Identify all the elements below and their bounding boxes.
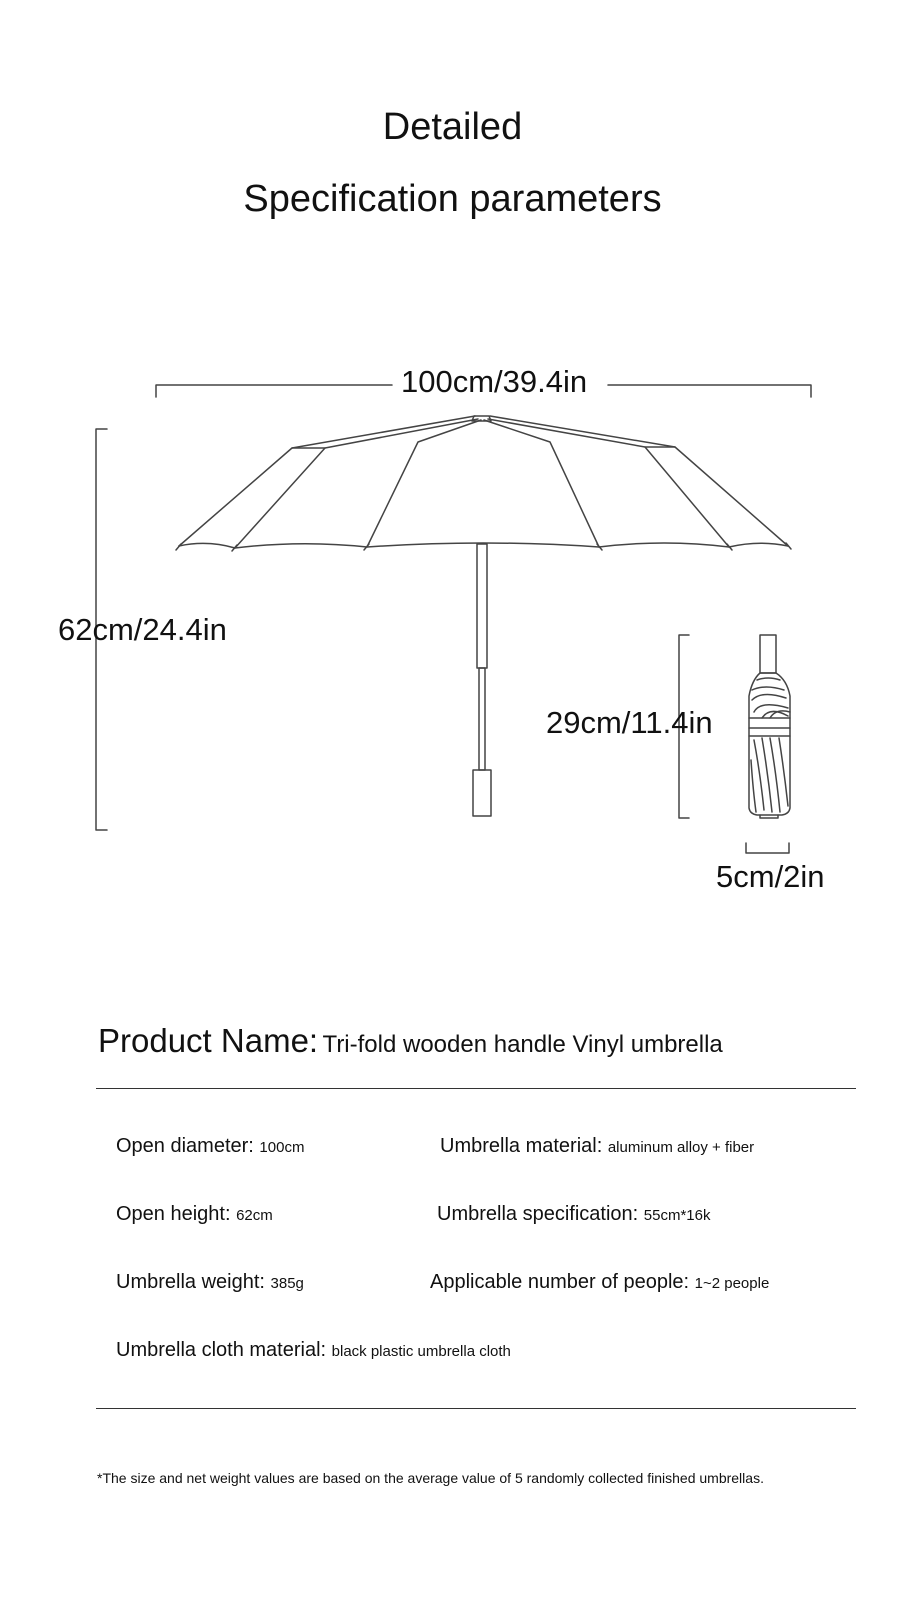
spec-open-diameter bbox=[116, 1135, 304, 1158]
open-height-label: 62cm/24.4in bbox=[58, 612, 227, 647]
spec-label: Umbrella cloth material: bbox=[116, 1339, 327, 1361]
footnote: *The size and net weight values are based on the average value of 5 randomly collected finished umbrellas. bbox=[97, 1470, 764, 1486]
spec-value: aluminum alloy + fiber bbox=[607, 1139, 755, 1156]
folded-length-label: 29cm/11.4in bbox=[546, 705, 713, 740]
spec-label: Open diameter: bbox=[116, 1135, 254, 1157]
folded-umbrella bbox=[749, 635, 790, 818]
spec-label: Umbrella weight: bbox=[116, 1271, 265, 1293]
spec-applicable-people bbox=[430, 1271, 769, 1294]
product-name-value: Tri-fold wooden handle Vinyl umbrella bbox=[322, 1031, 723, 1058]
divider-bottom bbox=[96, 1408, 856, 1409]
spec-value: 385g bbox=[270, 1275, 304, 1292]
divider-top bbox=[96, 1088, 856, 1089]
spec-label: Umbrella specification: bbox=[437, 1203, 639, 1225]
spec-value: black plastic umbrella cloth bbox=[331, 1343, 511, 1360]
spec-umbrella-material bbox=[440, 1135, 754, 1158]
spec-value: 1~2 people bbox=[694, 1275, 770, 1292]
spec-label: Open height: bbox=[116, 1203, 231, 1225]
folded-width-dimension bbox=[746, 843, 789, 853]
spec-label: Applicable number of people: bbox=[430, 1271, 690, 1293]
spec-value: 62cm bbox=[236, 1207, 273, 1224]
spec-value: 100cm bbox=[259, 1139, 305, 1156]
folded-width-label: 5cm/2in bbox=[716, 859, 825, 894]
spec-open-height bbox=[116, 1203, 273, 1226]
open-width-label: 100cm/39.4in bbox=[401, 364, 588, 399]
open-umbrella bbox=[176, 416, 791, 816]
product-name bbox=[98, 1022, 723, 1060]
spec-value: 55cm*16k bbox=[643, 1207, 711, 1224]
spec-cloth-material bbox=[116, 1339, 511, 1362]
title-line-2: Specification parameters bbox=[243, 178, 662, 220]
spec-umbrella-weight bbox=[116, 1271, 304, 1294]
spec-umbrella-specification bbox=[437, 1203, 710, 1226]
spec-label: Umbrella material: bbox=[440, 1135, 603, 1157]
title-line-1: Detailed bbox=[382, 106, 523, 148]
product-name-label: Product Name: bbox=[98, 1022, 319, 1059]
